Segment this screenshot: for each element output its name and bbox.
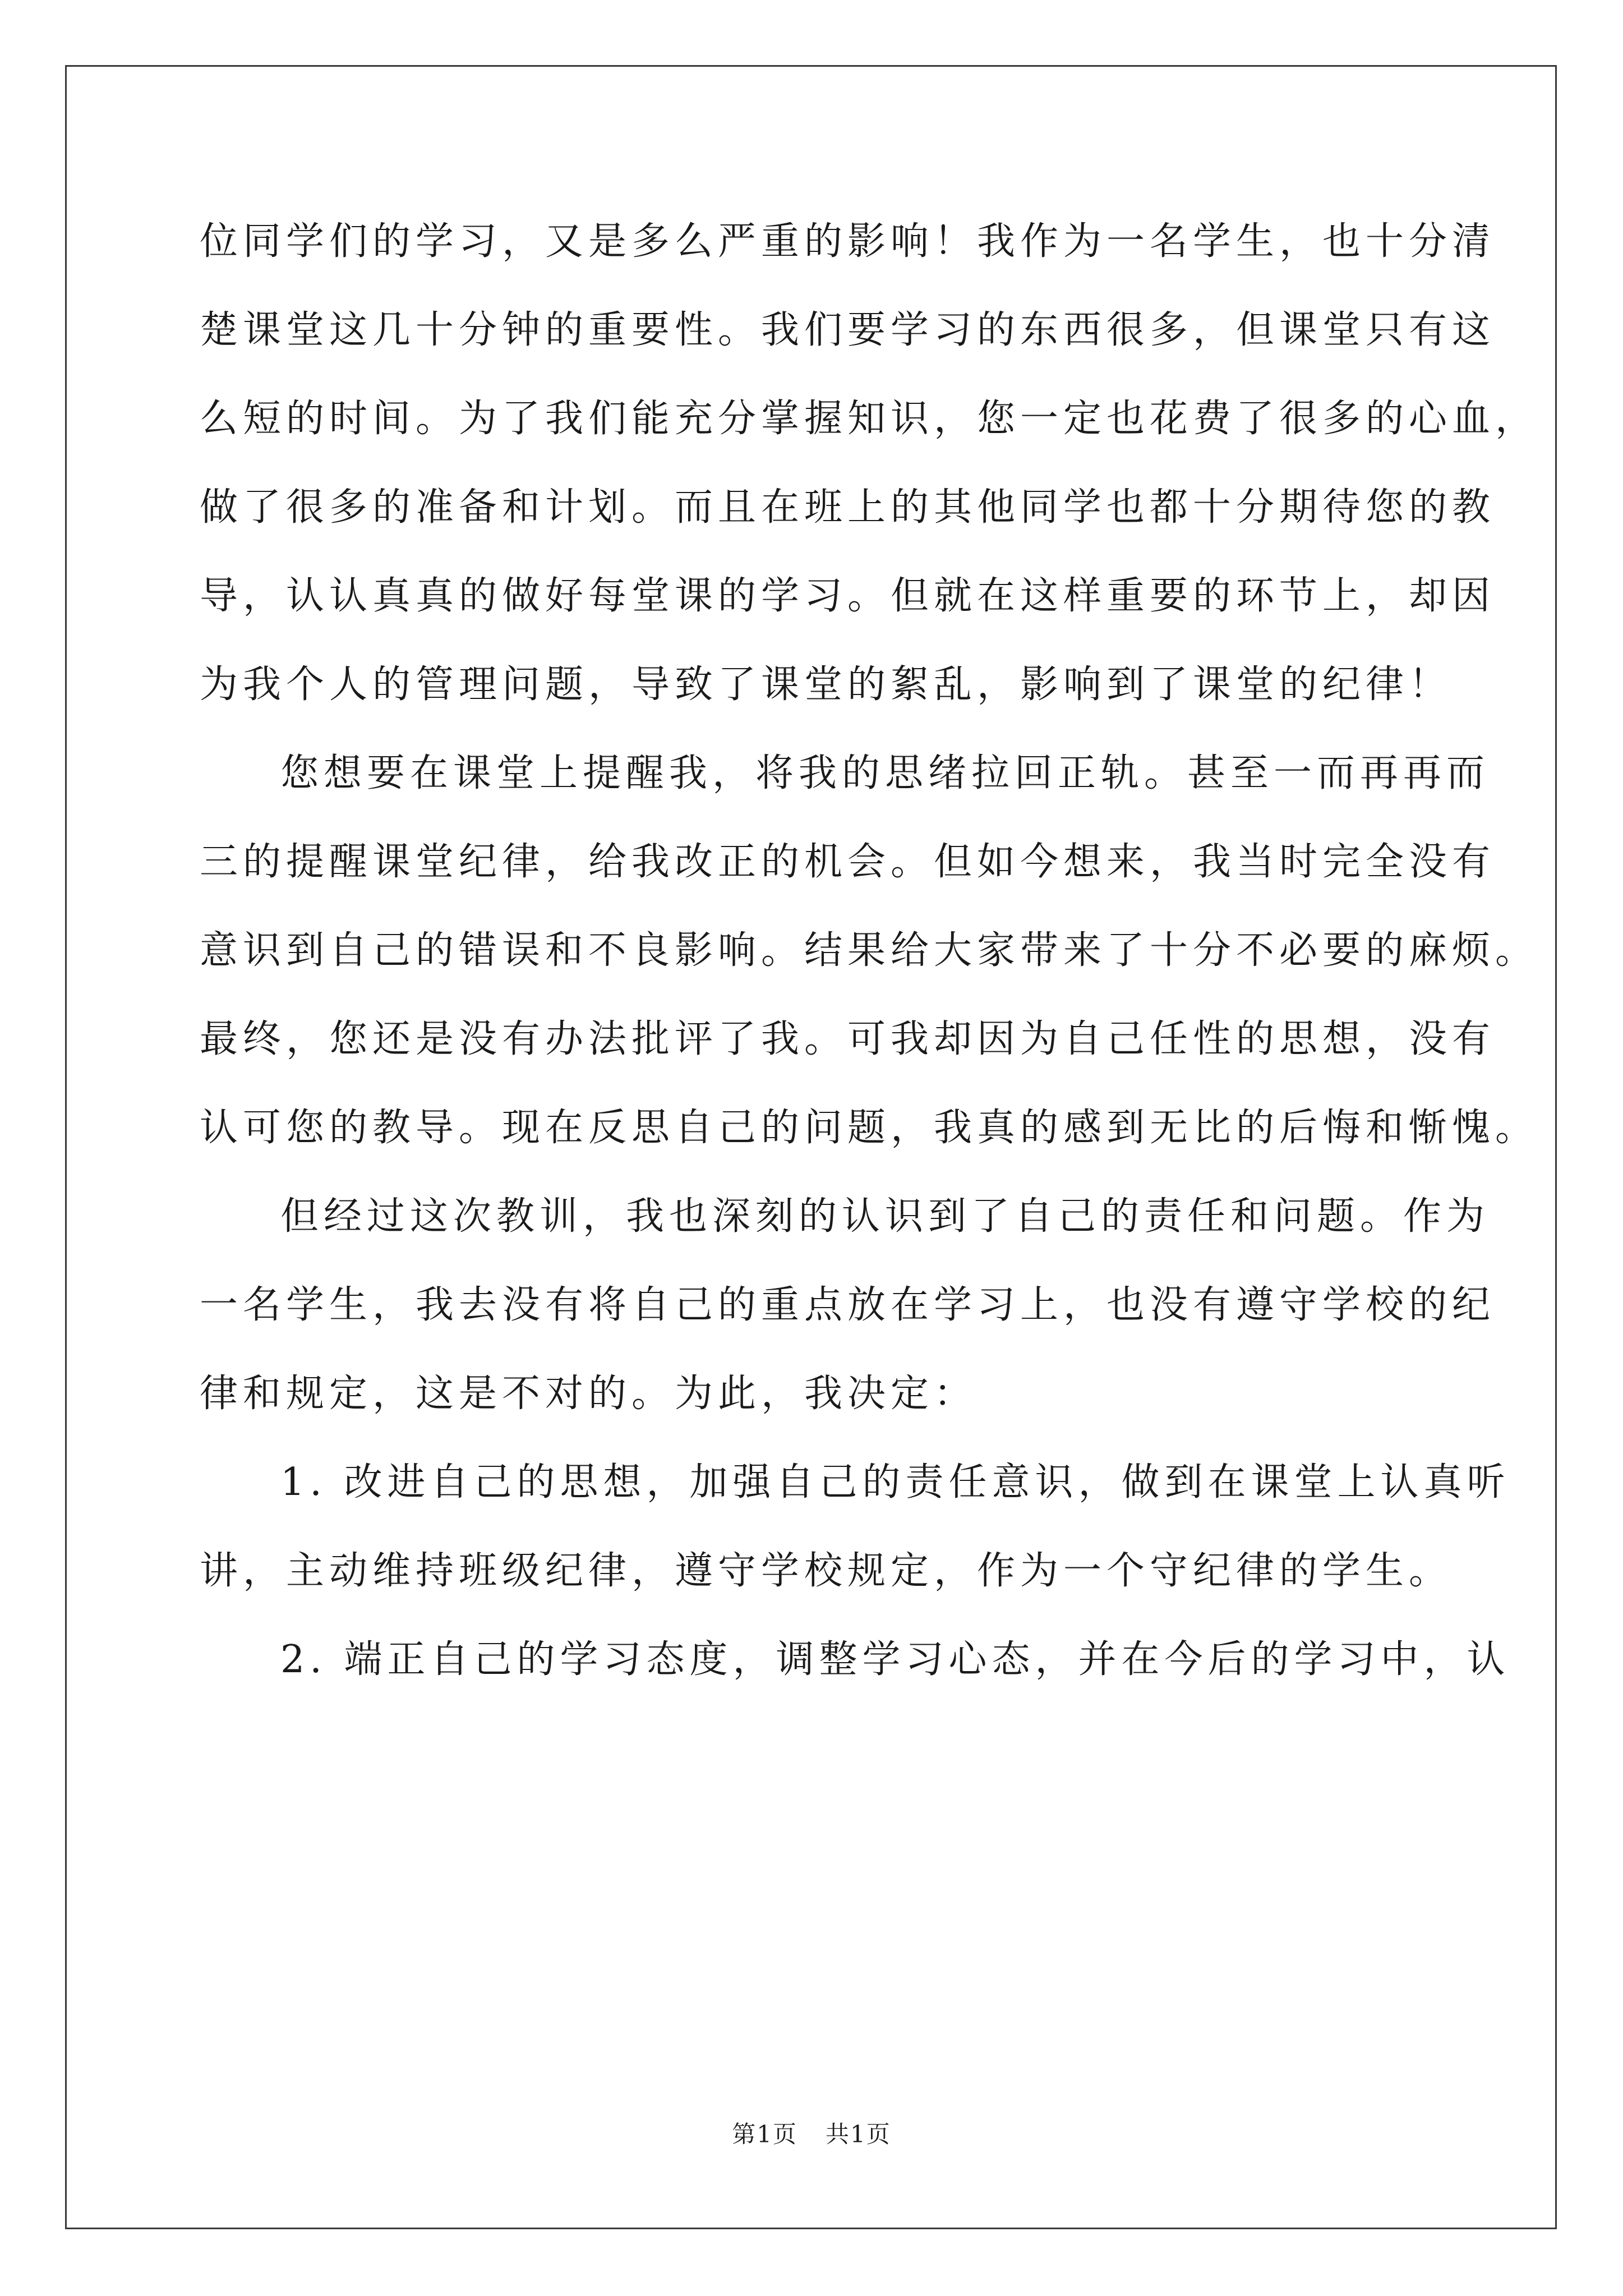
text-line: 2. 端正自己的学习态度，调整学习心态，并在今后的学习中，认 [280, 1637, 1510, 1682]
text-line: 讲，主动维持班级纪律，遵守学校规定，作为一个守纪律的学生。 [200, 1549, 1453, 1593]
text-line: 但经过这次教训，我也深刻的认识到了自己的责任和问题。作为 [280, 1194, 1490, 1239]
page-number: 第1页 [732, 2120, 797, 2148]
document-body [200, 197, 1539, 1704]
text-line: 楚课堂这几十分钟的重要性。我们要学习的东西很多，但课堂只有这 [200, 308, 1496, 352]
text-line: 么短的时间。为了我们能充分掌握知识，您一定也花费了很多的心血， [200, 397, 1539, 441]
text-line: 律和规定，这是不对的。为此，我决定： [200, 1372, 978, 1416]
text-line: 认可您的教导。现在反思自己的问题，我真的感到无比的后悔和惭愧。 [200, 1106, 1539, 1150]
text-line: 意识到自己的错误和不良影响。结果给大家带来了十分不必要的麻烦。 [200, 928, 1539, 973]
text-line: 做了很多的准备和计划。而且在班上的其他同学也都十分期待您的教 [200, 485, 1496, 530]
text-line: 为我个人的管理问题，导致了课堂的絮乱，影响到了课堂的纪律！ [200, 662, 1453, 707]
text-line: 一名学生，我去没有将自己的重点放在学习上，也没有遵守学校的纪 [200, 1283, 1496, 1327]
text-line: 最终，您还是没有办法批评了我。可我却因为自己任性的思想，没有 [200, 1017, 1496, 1061]
text-line: 1. 改进自己的思想，加强自己的责任意识，做到在课堂上认真听 [280, 1460, 1510, 1504]
text-line: 导，认认真真的做好每堂课的学习。但就在这样重要的环节上，却因 [200, 574, 1496, 618]
text-line: 三的提醒课堂纪律，给我改正的机会。但如今想来，我当时完全没有 [200, 840, 1496, 884]
page-footer [0, 2116, 1623, 2150]
text-line: 您想要在课堂上提醒我，将我的思绪拉回正轨。甚至一而再再而 [280, 751, 1490, 795]
text-line: 位同学们的学习，又是多么严重的影响！我作为一名学生，也十分清 [200, 219, 1496, 264]
page-total: 共1页 [826, 2120, 891, 2148]
